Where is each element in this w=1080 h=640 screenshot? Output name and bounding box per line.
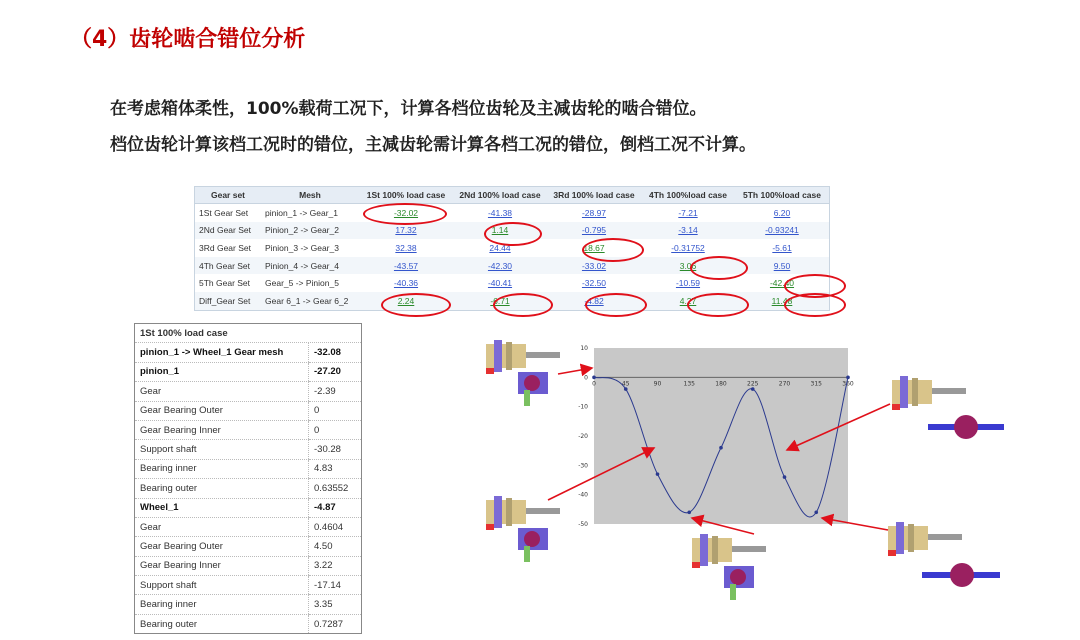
value-link[interactable]: -3.14 <box>641 222 735 240</box>
detail-label: Bearing outer <box>135 479 309 498</box>
gear-set-cell: 3Rd Gear Set <box>199 242 251 253</box>
detail-value: 3.22 <box>309 556 362 575</box>
detail-label: Bearing inner <box>135 459 309 478</box>
col-header-1st: 1St 100% load case <box>359 187 453 204</box>
y-tick-label: -50 <box>578 521 588 528</box>
detail-value: -4.87 <box>309 498 362 517</box>
mesh-cell: Pinion_3 -> Gear_3 <box>265 242 339 253</box>
detail-value: 0.4604 <box>309 517 362 536</box>
paragraph-2: 档位齿轮计算该档工况时的错位，主减齿轮需计算各档工况的错位，倒档工况不计算。 <box>110 135 756 155</box>
value-link[interactable]: -0.93241 <box>735 222 830 240</box>
detail-label: Support shaft <box>135 440 309 459</box>
value-link[interactable]: -40.36 <box>393 278 419 289</box>
detail-label: pinion_1 -> Wheel_1 Gear mesh <box>135 343 309 362</box>
y-tick-label: -40 <box>578 491 588 499</box>
gear-set-cell: Diff_Gear Set <box>195 292 262 310</box>
arrow <box>787 404 890 450</box>
value-link[interactable]: -0.31752 <box>671 242 705 253</box>
col-header-3rd: 3Rd 100% load case <box>547 187 641 204</box>
arrow <box>558 368 592 374</box>
value-link[interactable]: 24.44 <box>489 242 511 253</box>
detail-value: -17.14 <box>309 576 362 595</box>
y-tick-label: -30 <box>578 462 588 470</box>
value-link[interactable]: 4.27 <box>641 292 735 310</box>
detail-value: 0 <box>309 401 362 420</box>
value-link[interactable]: -0.795 <box>547 222 641 240</box>
detail-value: -30.28 <box>309 440 362 459</box>
value-link[interactable]: 9.50 <box>735 257 830 275</box>
x-tick-label: 135 <box>683 380 695 388</box>
arrow <box>822 518 888 530</box>
detail-label: Wheel_1 <box>135 498 309 517</box>
detail-label: pinion_1 <box>135 362 309 381</box>
value-link[interactable]: -43.57 <box>359 257 453 275</box>
x-tick-label: 180 <box>715 380 727 388</box>
value-link[interactable]: -7.21 <box>678 207 698 218</box>
detail-label: Bearing outer <box>135 614 309 633</box>
detail-label: Gear <box>135 517 309 536</box>
detail-label: Gear Bearing Inner <box>135 556 309 575</box>
col-header-gear-set: Gear set <box>195 187 262 204</box>
x-tick-label: 90 <box>653 380 662 388</box>
value-link[interactable]: -5.61 <box>772 242 792 253</box>
detail-value: -32.08 <box>309 343 362 362</box>
detail-value: 3.35 <box>309 595 362 614</box>
value-link[interactable]: 32.38 <box>395 242 417 253</box>
detail-label: Gear Bearing Inner <box>135 420 309 439</box>
arrow <box>692 518 754 534</box>
arrow <box>548 448 654 500</box>
value-link[interactable]: 18.67 <box>583 242 605 253</box>
mesh-cell: Gear 6_1 -> Gear 6_2 <box>261 292 359 310</box>
y-tick-label: 10 <box>580 345 588 352</box>
detail-value: 0.63552 <box>309 479 362 498</box>
value-link[interactable]: -32.02 <box>393 207 419 218</box>
x-tick-label: 0 <box>592 380 596 388</box>
x-tick-label: 270 <box>778 380 791 388</box>
detail-label: Gear Bearing Outer <box>135 537 309 556</box>
mesh-cell: Gear_5 -> Pinion_5 <box>265 278 339 289</box>
section-title: （4）齿轮啮合错位分析 <box>70 27 306 52</box>
mesh-cell: Pinion_4 -> Gear_4 <box>261 257 359 275</box>
mesh-cell: Pinion_2 -> Gear_2 <box>261 222 359 240</box>
col-header-4th: 4Th 100%load case <box>641 187 735 204</box>
value-link[interactable]: 3.06 <box>641 257 735 275</box>
value-link[interactable]: -33.02 <box>547 257 641 275</box>
detail-label: Gear Bearing Outer <box>135 401 309 420</box>
value-link[interactable]: -42.30 <box>453 257 547 275</box>
gear-set-cell: 1St Gear Set <box>199 207 249 218</box>
value-link[interactable]: -41.38 <box>487 207 513 218</box>
value-link[interactable]: -28.97 <box>581 207 607 218</box>
detail-value: 0 <box>309 420 362 439</box>
y-tick-label: -20 <box>578 433 588 440</box>
x-tick-label: 360 <box>842 380 854 388</box>
value-link[interactable]: -40.41 <box>487 278 513 289</box>
detail-value: 4.83 <box>309 459 362 478</box>
value-link[interactable]: -6.71 <box>453 292 547 310</box>
value-link[interactable]: 1.14 <box>453 222 547 240</box>
col-header-5th: 5Th 100%load case <box>735 187 830 204</box>
x-tick-label: 225 <box>747 380 759 388</box>
value-link[interactable]: -32.50 <box>581 278 607 289</box>
x-tick-label: 315 <box>810 380 822 388</box>
detail-value: -2.39 <box>309 382 362 401</box>
detail-label: Gear <box>135 382 309 401</box>
value-link[interactable]: -4.82 <box>547 292 641 310</box>
value-link[interactable]: -42.40 <box>769 278 795 289</box>
detail-value: 4.50 <box>309 537 362 556</box>
col-header-2nd: 2Nd 100% load case <box>453 187 547 204</box>
paragraph-1: 在考虑箱体柔性，100%载荷工况下，计算各档位齿轮及主减齿轮的啮合错位。 <box>110 99 707 119</box>
value-link[interactable]: 2.24 <box>359 292 453 310</box>
value-link[interactable]: 6.20 <box>773 207 791 218</box>
value-link[interactable]: 17.32 <box>359 222 453 240</box>
gear-set-cell: 2Nd Gear Set <box>195 222 262 240</box>
gear-set-cell: 4Th Gear Set <box>195 257 262 275</box>
y-tick-label: 0 <box>584 374 588 382</box>
detail-header: 1St 100% load case <box>135 324 362 343</box>
value-link[interactable]: 11.48 <box>735 292 830 310</box>
detail-value: 0.7287 <box>309 614 362 633</box>
detail-value: -27.20 <box>309 362 362 381</box>
col-header-mesh: Mesh <box>261 187 359 204</box>
detail-label: Bearing inner <box>135 595 309 614</box>
mesh-cell: pinion_1 -> Gear_1 <box>265 207 339 218</box>
x-tick-label: 45 <box>621 380 630 388</box>
y-tick-label: -10 <box>578 403 588 411</box>
gear-set-cell: 5Th Gear Set <box>199 278 251 289</box>
value-link[interactable]: -10.59 <box>675 278 701 289</box>
detail-label: Support shaft <box>135 576 309 595</box>
